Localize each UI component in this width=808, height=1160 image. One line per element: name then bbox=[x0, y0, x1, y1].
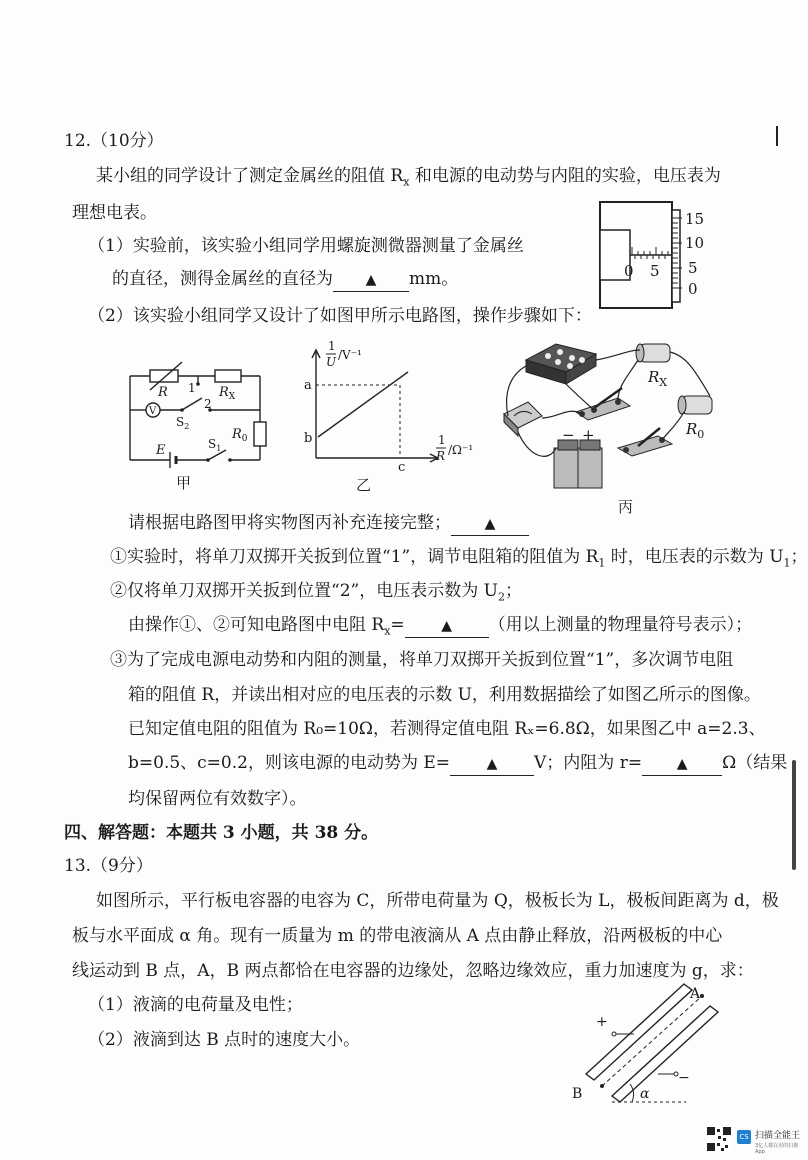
q12-step3-line3: 已知定值电阻的阻值为 R₀=10Ω，若测得定值电阻 Rₓ=6.8Ω，如果图乙中 a=2.3、 bbox=[128, 719, 766, 739]
bing-label-R0: $R_0$ bbox=[686, 420, 705, 441]
yi-label-c: c bbox=[398, 460, 406, 475]
capacitor-label-A: A bbox=[690, 986, 701, 1002]
jia-label-pos1: 1 bbox=[188, 381, 196, 395]
q13-line2: 板与水平面成 α 角。现有一质量为 m 的带电液滴从 A 点由静止释放，沿两极板的中心 bbox=[72, 926, 723, 946]
bing-label-plus: + bbox=[582, 426, 595, 444]
jia-label-S1: $S_1$ bbox=[208, 437, 222, 453]
q13-question1: （1）液滴的电荷量及电性； bbox=[88, 995, 303, 1015]
jia-label-S2: $S_2$ bbox=[176, 415, 190, 431]
q13-question2: （2）液滴到达 B 点时的速度大小。 bbox=[88, 1030, 361, 1050]
capacitor-figure bbox=[566, 978, 730, 1112]
yi-x-num: 1 bbox=[438, 433, 446, 447]
q12-part1-line1: （1）实验前，该实验小组同学用螺旋测微器测量了金属丝 bbox=[88, 236, 524, 256]
answer-blank-resistance[interactable]: ▲ bbox=[642, 752, 722, 776]
rx-resistor-icon bbox=[636, 344, 670, 362]
capacitor-label-plus: + bbox=[596, 1014, 608, 1030]
voltmeter-icon bbox=[504, 402, 542, 436]
q12-intro-line1: 某小组的同学设计了测定金属丝的阻值 $R_x$ 和电源的电动势与内阻的实验，电压表为 bbox=[96, 166, 721, 189]
yi-x-den: R bbox=[436, 449, 446, 463]
q12-step1: ①实验时，将单刀双掷开关扳到位置“1”，调节电阻箱的阻值为 $R_1$ 时，电压表的示数为 $U_1$； bbox=[110, 547, 808, 570]
jia-label-E: E bbox=[156, 443, 166, 458]
jia-label-Rx: $R_X$ bbox=[219, 385, 236, 402]
watermark-subtitle: 3亿人都在用的扫描App bbox=[755, 1143, 799, 1155]
micrometer-main-0: 0 bbox=[624, 262, 634, 280]
q13-line1: 如图所示，平行板电容器的电容为 C，所带电荷量为 Q，极板长为 L，极板间距离为 d，极 bbox=[96, 891, 779, 911]
jia-label-R: R bbox=[158, 385, 168, 400]
watermark-title: 扫描全能王 bbox=[755, 1131, 801, 1141]
jia-label-R0: $R_0$ bbox=[232, 427, 248, 444]
qr-code-icon bbox=[706, 1126, 732, 1152]
q12-step3-line1: ③为了完成电源电动势和内阻的测量，将单刀双掷开关扳到位置“1”，多次调节电阻 bbox=[110, 650, 734, 670]
micrometer-label-0: 0 bbox=[688, 280, 698, 298]
q12-step-rx: 由操作①、②可知电路图中电阻 $R_x=$ ▲ （用以上测量的物理量符号表示）； bbox=[128, 615, 753, 638]
scrollbar[interactable] bbox=[792, 760, 796, 870]
yi-y-den: U bbox=[326, 355, 337, 369]
bing-label-minus: − bbox=[562, 426, 575, 444]
watermark-logo: CS bbox=[737, 1130, 751, 1144]
micrometer-figure bbox=[592, 200, 712, 312]
answer-blank-rx[interactable]: ▲ bbox=[405, 614, 489, 638]
battery-icon bbox=[554, 440, 602, 488]
yi-caption: 乙 bbox=[356, 476, 372, 494]
capacitor-label-alpha: α bbox=[640, 1086, 650, 1102]
micrometer-label-15: 15 bbox=[685, 210, 705, 228]
r0-resistor-icon bbox=[678, 396, 712, 414]
yi-y-unit: /V⁻¹ bbox=[338, 348, 362, 362]
yi-y-num: 1 bbox=[328, 339, 336, 353]
answer-blank-connection[interactable]: ▲ bbox=[451, 512, 529, 536]
s1-switch-icon bbox=[618, 428, 672, 456]
yi-label-a: a bbox=[304, 378, 312, 393]
q12-step2: ②仅将单刀双掷开关扳到位置“2”，电压表示数为 $U_2$； bbox=[110, 581, 522, 604]
yi-x-unit: /Ω⁻¹ bbox=[448, 443, 474, 457]
graph-yi bbox=[296, 339, 486, 494]
q13-line3: 线运动到 B 点，A，B 两点都恰在电容器的边缘处，忽略边缘效应，重力加速度为 g，求： bbox=[72, 961, 754, 981]
margin-mark bbox=[776, 126, 778, 146]
spdt-switch-icon bbox=[576, 388, 630, 420]
q12-task: 请根据电路图甲将实物图丙补充连接完整； ▲ bbox=[128, 512, 529, 536]
answer-blank-diameter[interactable]: ▲ bbox=[333, 268, 409, 292]
q12-step3-line5: 均保留两位有效数字）。 bbox=[128, 789, 307, 809]
q12-header: 12.（10分） bbox=[64, 131, 164, 151]
jia-label-V: V bbox=[149, 406, 157, 417]
q12-intro-line2: 理想电表。 bbox=[72, 203, 157, 223]
micrometer-label-10: 10 bbox=[685, 234, 705, 252]
q12-part1-line2: 的直径，测得金属丝的直径为 ▲ mm。 bbox=[112, 268, 458, 292]
apparatus-bing bbox=[498, 336, 728, 514]
micrometer-label-5: 5 bbox=[688, 259, 698, 277]
micrometer-main-5: 5 bbox=[650, 262, 660, 280]
yi-label-b: b bbox=[304, 431, 313, 446]
jia-caption: 甲 bbox=[176, 474, 192, 492]
section-4-heading: 四、解答题：本题共 3 小题，共 38 分。 bbox=[64, 823, 379, 843]
q12-step3-line4: b=0.5、c=0.2，则该电源的电动势为 E= ▲ V；内阻为 r= ▲ Ω（结果 bbox=[128, 752, 787, 776]
jia-label-pos2: 2 bbox=[204, 397, 212, 411]
circuit-diagram-jia bbox=[120, 360, 270, 490]
bing-label-Rx: $R_X$ bbox=[648, 368, 668, 389]
answer-blank-emf[interactable]: ▲ bbox=[450, 752, 534, 776]
capacitor-label-B: B bbox=[572, 1086, 583, 1102]
bing-caption: 丙 bbox=[618, 498, 634, 516]
q12-part2-line: （2）该实验小组同学又设计了如图甲所示电路图，操作步骤如下： bbox=[88, 306, 592, 326]
resistance-box-icon bbox=[526, 344, 596, 384]
q12-step3-line2: 箱的阻值 R，并读出相对应的电压表的示数 U，利用数据描绘了如图乙所示的图像。 bbox=[128, 685, 761, 705]
capacitor-label-minus: − bbox=[678, 1070, 690, 1086]
q13-header: 13.（9分） bbox=[64, 856, 153, 876]
